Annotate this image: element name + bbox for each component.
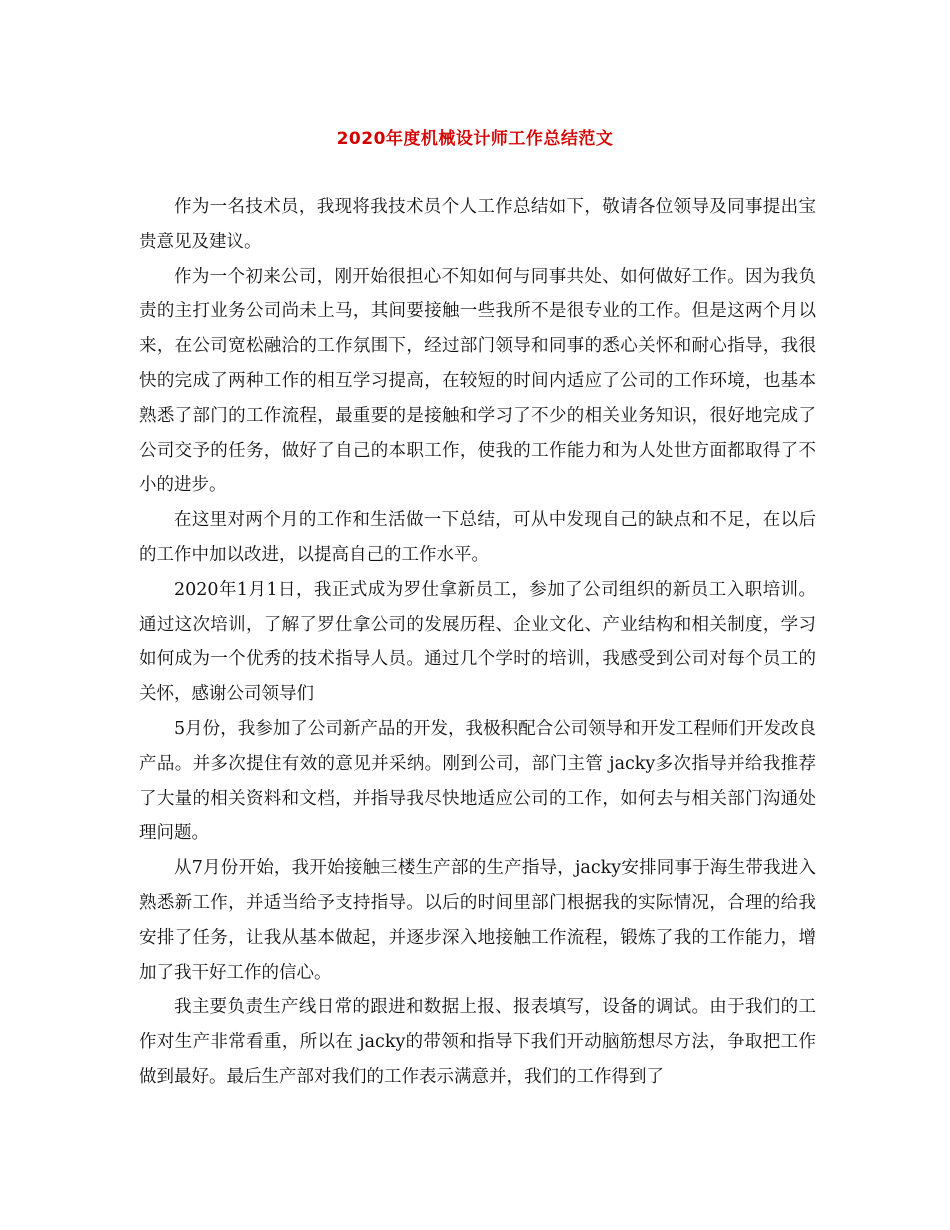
document-title: 2020年度机械设计师工作总结范文 (336, 129, 614, 149)
paragraph: 5月份，我参加了公司新产品的开发，我极积配合公司领导和开发工程师们开发改良产品。并多次提住有效的意见并采纳。刚到公司，部门主管 jacky多次指导并给我推荐了大量的相关资料和文档，并指导我尽快地适应公司的工作，如何去与相关部门沟通处理问题。 (139, 718, 816, 844)
paragraph: 作为一个初来公司，刚开始很担心不知如何与同事共处、如何做好工作。因为我负责的主打业务公司尚未上马，其间要接触一些我所不是很专业的工作。但是这两个月以来，在公司宽松融洽的工作氛围下，经过部门领导和同事的悉心关怀和耐心指导，我很快的完成了两种工作的相互学习提高，在较短的时间内适应了公司的工作环境，也基本熟悉了部门的工作流程，最重要的是接触和学习了不少的相关业务知识，很好地完成了公司交予的任务，做好了自己的本职工作，使我的工作能力和为人处世方面都取得了不小的进步。 (139, 266, 816, 496)
paragraph: 我主要负责生产线日常的跟进和数据上报、报表填写，设备的调试。由于我们的工作对生产非常看重，所以在 jacky的带领和指导下我们开动脑筋想尽方法，争取把工作做到最好。最后生产部对我们的工作表示满意并，我们的工作得到了 (139, 997, 816, 1087)
paragraph: 作为一名技术员，我现将我技术员个人工作总结如下，敬请各位领导及同事提出宝贵意见及建议。 (139, 197, 816, 252)
document-body (139, 190, 816, 1095)
paragraph: 2020年1月1日，我正式成为罗仕拿新员工，参加了公司组织的新员工入职培训。通过这次培训，了解了罗仕拿公司的发展历程、企业文化、产业结构和相关制度，学习如何成为一个优秀的技术指导人员。通过几个学时的培训，我感受到公司对每个员工的关怀，感谢公司领导们 (139, 579, 816, 705)
paragraph: 在这里对两个月的工作和生活做一下总结，可从中发现自己的缺点和不足，在以后的工作中加以改进，以提高自己的工作水平。 (139, 510, 816, 565)
paragraph: 从7月份开始，我开始接触三楼生产部的生产指导，jacky安排同事于海生带我进入熟悉新工作，并适当给予支持指导。以后的时间里部门根据我的实际情况，合理的给我安排了任务，让我从基本做起，并逐步深入地接触工作流程，锻炼了我的工作能力，增加了我干好工作的信心。 (139, 858, 816, 983)
